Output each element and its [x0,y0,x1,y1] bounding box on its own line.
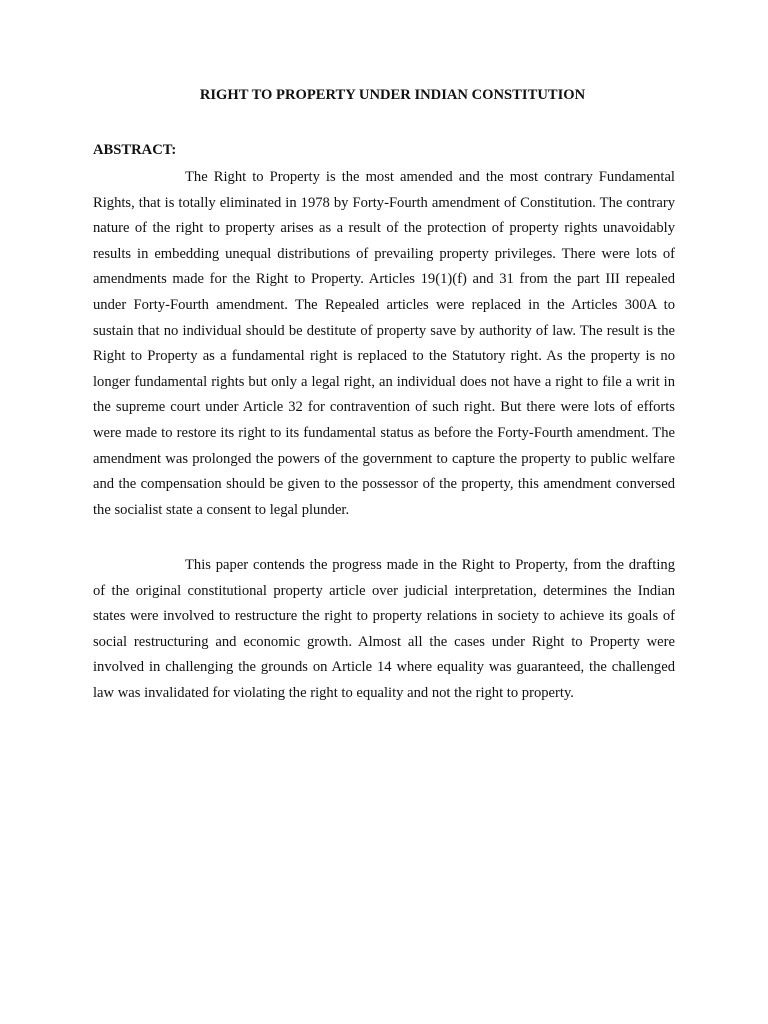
abstract-paragraph-2: This paper contends the progress made in the Right to Property, from the drafting of the original constitutional property article over judicial interpretation, determines the Indian states were involved to restructure the right to property relations in society to achieve its goals of social restructuring and economic growth. Almost all the cases under Right to Property were involved in challenging the grounds on Article 14 where equality was guaranteed, the challenged law was invalidated for violating the right to equality and not the right to property. [93,557,675,701]
document-title: RIGHT TO PROPERTY UNDER INDIAN CONSTITUTION [199,87,586,103]
abstract-paragraph-1: The Right to Property is the most amended and the most contrary Fundamental Rights, that is totally eliminated in 1978 by Forty-Fourth amendment of Constitution. The contrary nature of the right to property arises as a result of the protection of property rights unavoidably results in embedding unequal distributions of prevailing property privileges. There were lots of amendments made for the Right to Property. Articles 19(1)(f) and 31 from the part III repealed under Forty-Fourth amendment. The Repealed articles were replaced in the Articles 300A to sustain that no individual should be destitute of property save by authority of law. The result is the Right to Property as a fundamental right is replaced to the Statutory right. As the property is no longer fundamental rights but only a legal right, an individual does not have a right to file a writ in the supreme court under Article 32 for contravention of such right. But there were lots of efforts were made to restore its right to its fundamental status as before the Forty-Fourth amendment. The amendment was prolonged the powers of the government to capture the property to public welfare and the compensation should be given to the possessor of the property, this amendment conversed the socialist state a consent to legal plunder. [93,169,675,518]
abstract-heading: ABSTRACT: [93,142,177,158]
